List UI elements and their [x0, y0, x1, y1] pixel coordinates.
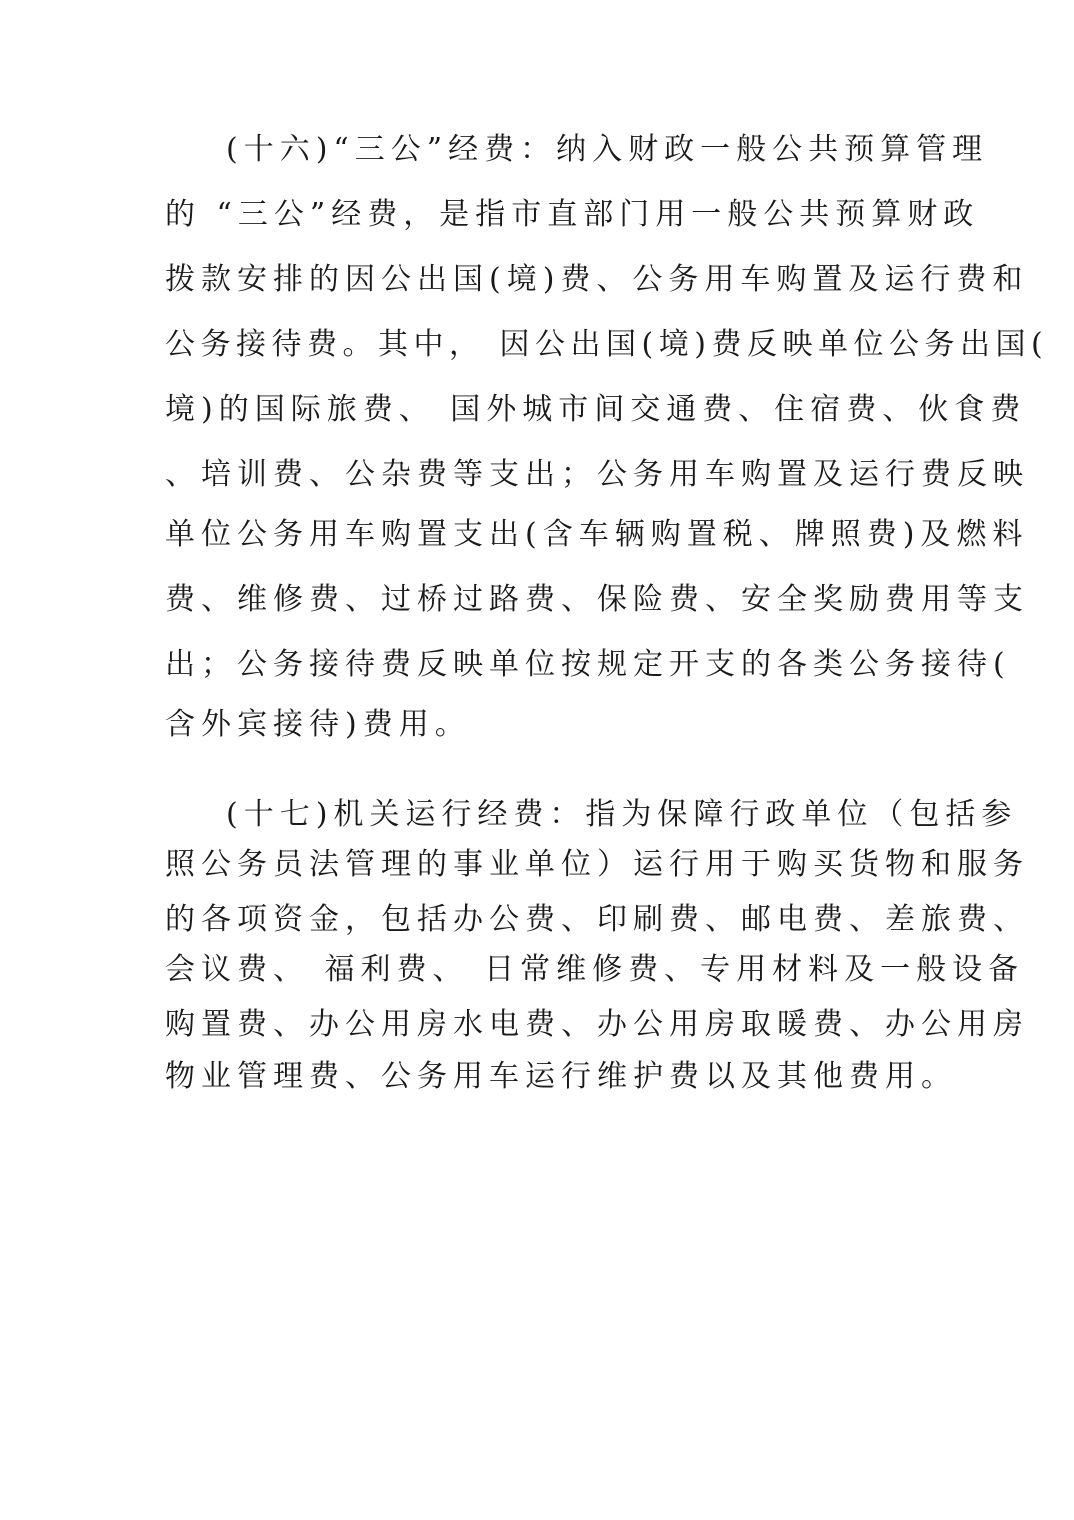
paragraph-1-line-7: 单位公务用车购置支出(含车辆购置税、牌照费)及燃料: [165, 517, 1029, 552]
paragraph-1-line-3: 拨款安排的因公出国(境)费、公务用车购置及运行费和: [165, 262, 1029, 297]
paragraph-1-line-6: 、培训费、公杂费等支出；公务用车购置及运行费反映: [165, 457, 1029, 492]
paragraph-1-line-10: 含外宾接待)费用。: [165, 707, 471, 742]
paragraph-2-line-1: (十七)机关运行经费：指为保障行政单位（包括参: [226, 797, 1018, 832]
paragraph-2-line-5: 购置费、办公用房水电费、办公用房取暖费、办公用房: [165, 1007, 1029, 1042]
paragraph-1-line-1: (十六)“三公”经费：纳入财政一般公共预算管理: [226, 132, 989, 167]
paragraph-2-line-2: 照公务员法管理的事业单位）运行用于购买货物和服务: [165, 847, 1029, 882]
paragraph-2-line-4: 会议费、 福利费、 日常维修费、专用材料及一般设备: [165, 952, 1025, 987]
paragraph-2-line-6: 物业管理费、公务用车运行维护费以及其他费用。: [165, 1059, 957, 1094]
paragraph-1-line-2: 的 “三公”经费，是指市直部门用一般公共预算财政: [165, 197, 980, 232]
paragraph-1-line-8: 费、维修费、过桥过路费、保险费、安全奖励费用等支: [165, 582, 1029, 617]
paragraph-2-line-3: 的各项资金，包括办公费、印刷费、邮电费、差旅费、: [165, 902, 1029, 937]
paragraph-1-line-4: 公务接待费。其中， 因公出国(境)费反映单位公务出国(: [165, 327, 1049, 362]
paragraph-1-line-9: 出；公务接待费反映单位按规定开支的各类公务接待(: [165, 647, 1011, 682]
paragraph-1-line-5: 境)的国际旅费、 国外城市间交通费、住宿费、伙食费: [165, 392, 1027, 427]
